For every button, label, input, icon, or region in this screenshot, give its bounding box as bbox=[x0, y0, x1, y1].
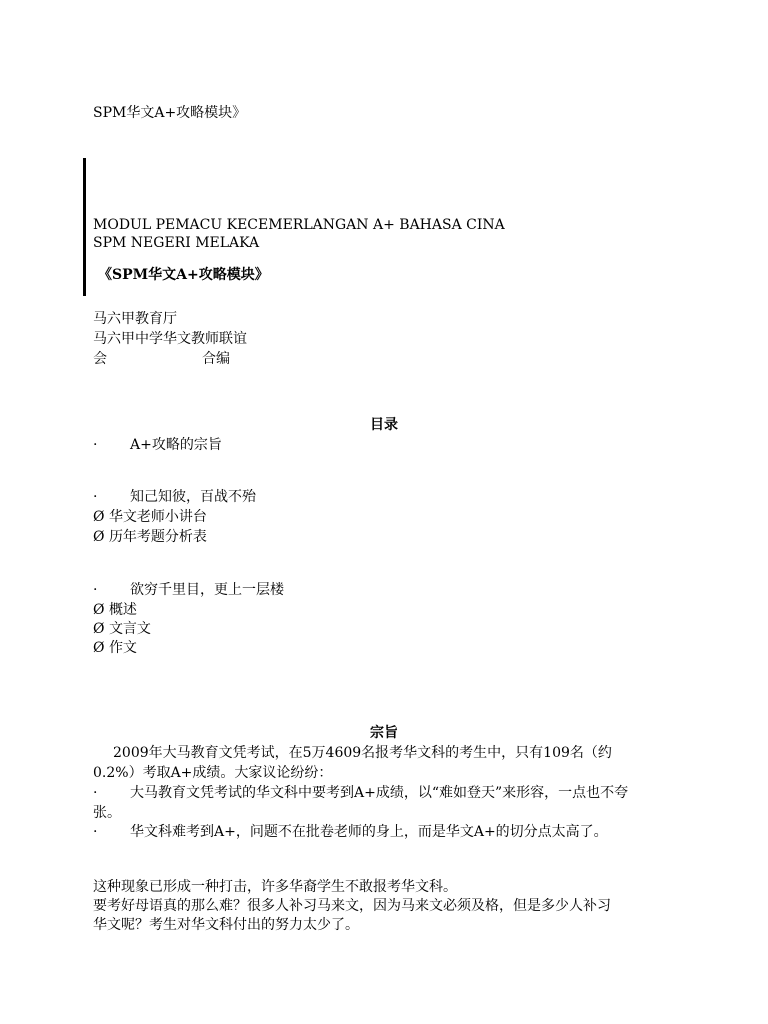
purpose-bullet: · bbox=[93, 824, 98, 840]
purpose-point-1-line1: 大马教育文凭考试的华文科中要考到A+成绩，以“难如登天”来形容，一点也不夸 bbox=[130, 785, 629, 801]
toc-subitem-label: 概述 bbox=[108, 602, 137, 618]
toc-bullet: · bbox=[93, 489, 98, 505]
toc-section-3: 欲穷千里目，更上一层楼 bbox=[130, 582, 284, 598]
toc-subitem bbox=[93, 620, 151, 638]
sub-marker: Ø bbox=[93, 509, 105, 525]
purpose-closing-line1: 这种现象已形成一种打击，许多华裔学生不敢报考华文科。 bbox=[93, 879, 457, 895]
purpose-intro-line1: 2009年大马教育文凭考试，在5万4609名报考华文科的考生中，只有109名（约 bbox=[113, 745, 612, 761]
purpose-point-2-line1: 华文科难考到A+，问题不在批卷老师的身上，而是华文A+的切分点太高了。 bbox=[130, 824, 608, 840]
org-line3-a: 会 bbox=[93, 351, 107, 367]
sub-marker: Ø bbox=[93, 529, 105, 545]
toc-subitem-label: 作文 bbox=[108, 640, 137, 656]
vertical-rule bbox=[83, 158, 86, 296]
toc-section-1: A+攻略的宗旨 bbox=[130, 437, 222, 453]
toc-subitem bbox=[93, 639, 137, 657]
toc-subitem bbox=[93, 508, 207, 526]
toc-bullet: · bbox=[93, 582, 98, 598]
toc-title: 目录 bbox=[370, 417, 398, 433]
sub-marker: Ø bbox=[93, 602, 105, 618]
purpose-bullet: · bbox=[93, 785, 98, 801]
org-line3-b: 合编 bbox=[202, 351, 230, 367]
org-line2: 马六甲中学华文教师联谊 bbox=[93, 331, 247, 347]
module-title-cn: 《SPM华文A+攻略模块》 bbox=[98, 267, 269, 283]
toc-subitem bbox=[93, 601, 137, 619]
toc-bullet: · bbox=[93, 437, 98, 453]
toc-subitem-label: 历年考题分析表 bbox=[108, 529, 207, 545]
toc-section-2: 知己知彼，百战不殆 bbox=[130, 489, 256, 505]
purpose-closing-line3: 华文呢？考生对华文科付出的努力太少了。 bbox=[93, 917, 359, 933]
purpose-title: 宗旨 bbox=[370, 725, 398, 741]
document-header: SPM华文A+攻略模块》 bbox=[93, 105, 247, 121]
sub-marker: Ø bbox=[93, 621, 105, 637]
module-title-line2: SPM NEGERI MELAKA bbox=[93, 235, 260, 251]
module-title-line1: MODUL PEMACU KECEMERLANGAN A+ BAHASA CINA bbox=[93, 217, 505, 233]
purpose-intro-line2: 0.2%）考取A+成绩。大家议论纷纷： bbox=[93, 765, 333, 781]
toc-subitem-label: 华文老师小讲台 bbox=[108, 509, 207, 525]
sub-marker: Ø bbox=[93, 640, 105, 656]
org-line1: 马六甲教育厅 bbox=[93, 311, 177, 327]
purpose-closing-line2: 要考好母语真的那么难？很多人补习马来文，因为马来文必须及格，但是多少人补习 bbox=[93, 898, 611, 914]
toc-subitem bbox=[93, 528, 207, 546]
toc-subitem-label: 文言文 bbox=[108, 621, 151, 637]
purpose-point-1-line2: 张。 bbox=[93, 805, 121, 821]
